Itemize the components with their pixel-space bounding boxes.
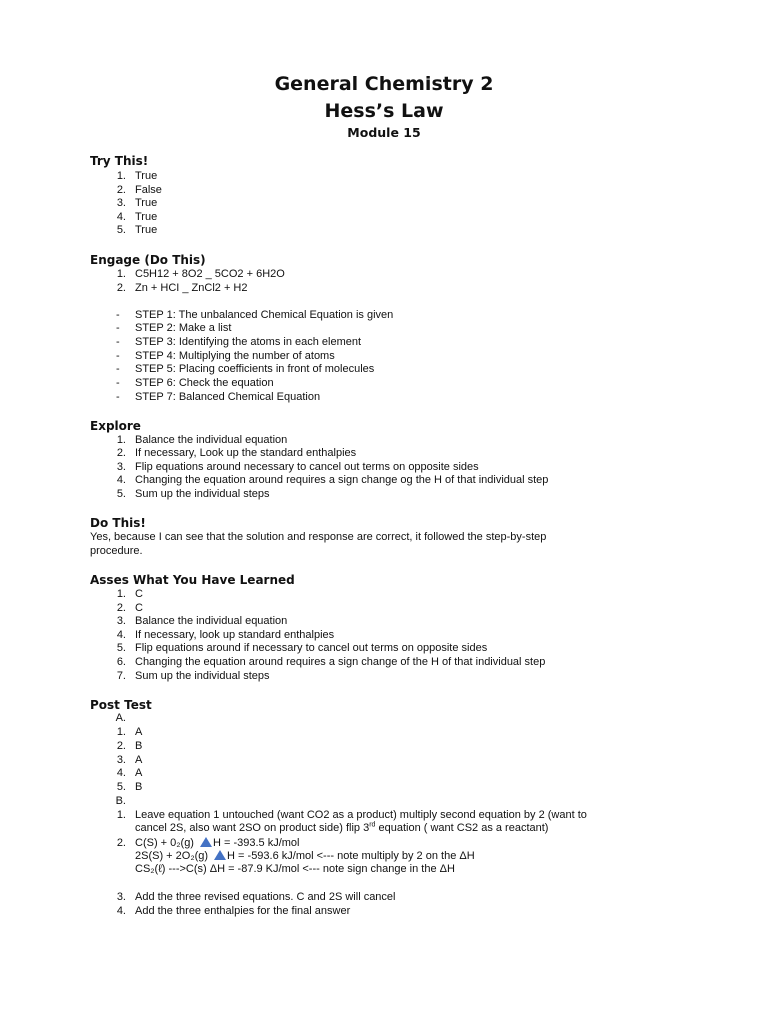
explore-heading: Explore bbox=[90, 419, 141, 433]
page-title: General Chemistry 2 bbox=[274, 73, 494, 95]
try-this-heading: Try This! bbox=[90, 154, 149, 168]
page-subtitle: Hess’s Law bbox=[324, 100, 444, 122]
document-page: General Chemistry 2 Hess’s Law Module 15 Try This! 1. True 2. False 3. True 4. True 5. True Engage (Do This) 1. C5H12 + 8O2 _ 5CO2 + 6H2O 2. Zn + HCI _ ZnCl2 + H2 - STEP 1: The unbalanced Chemical Equation is given - STEP 2: Make a list - STEP 3: Identifying the atoms in each element - STEP 4: Multiplying the number of atoms - STEP 5: Placing coefficients in front of molecules - STEP 6: Check the equation - STEP 7: Balanced Chemical Equation Explore 1. Balance the individual equation 2. If necessary, Look up the standard enthalpies 3. Flip equations around necessary to cancel out terms on opposite sides 4. Changing the equation around requires a sign change og the H of that individual step 5. Sum up the individual steps Do This! Yes, because I can see that the solution and response are correct, it followed the step-by-step procedure. Asses What You Have Learned 1. C 2. C 3. Balance the individual equation 4. If necessary, look up standard enthalpies 5. Flip equations around if necessary to cancel out terms on opposite sides 6. Changing the equation around requires a sign change of the H of that individual step 7. Sum up the individual steps Post Test A. 1. A 2. B 3. A 4. A 5. B B. 1. Leave equation 1 untouched (want CO2 as a product) multiply second equation by 2 (want to cancel 2S, also want 2SO on product side) flip 3rd equation ( want CS2 as a reactant) 2. C(S) + 0₂(g) H = -393.5 kJ/mol 2S(S) + 2O₂(g) H = -593.6 kJ/mol <--- note multiply by 2 on the ΔH CS₂(ℓ) --->C(s) ΔH = -87.9 KJ/mol <--- note sign change in the ΔH 3. Add the three revised equations. C and 2S will cancel 4. Add the three enthalpies for the final answer bbox=[0, 0, 768, 1024]
post-test-heading: Post Test bbox=[90, 698, 152, 712]
module-label: Module 15 bbox=[347, 125, 421, 140]
delta-triangle-icon bbox=[214, 850, 226, 860]
do-this-paragraph bbox=[90, 531, 630, 558]
do-this-heading: Do This! bbox=[90, 516, 146, 530]
asses-heading: Asses What You Have Learned bbox=[90, 573, 295, 587]
delta-triangle-icon bbox=[200, 837, 212, 847]
paragraph-line: Yes, because I can see that the solution and response are correct, it followed the step-by-step bbox=[90, 531, 547, 543]
paragraph-line: procedure. bbox=[90, 544, 143, 557]
engage-heading: Engage (Do This) bbox=[90, 253, 206, 267]
